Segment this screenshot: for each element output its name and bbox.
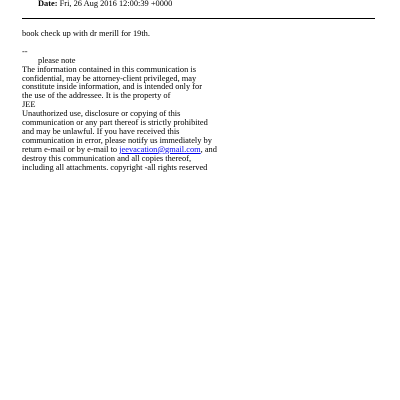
disclaimer-line: constitute inside information, and is intended only for bbox=[22, 82, 203, 92]
disclaimer-line: JEE bbox=[22, 100, 36, 110]
disclaimer-line: destroy this communication and all copies thereof, bbox=[22, 153, 192, 163]
disclaimer-line: and may be unlawful. If you have received this bbox=[22, 126, 180, 136]
return-line-prefix: return e-mail or by e-mail to bbox=[22, 144, 120, 154]
message-line: book check up with dr merill for 19th. bbox=[22, 29, 150, 38]
message-body bbox=[22, 30, 382, 172]
disclaimer-line: communication in error, please notify us immediately by bbox=[22, 135, 212, 145]
date-value: Fri, 26 Aug 2016 12:00:39 +0000 bbox=[59, 0, 173, 8]
signature-note: please note bbox=[38, 55, 76, 65]
disclaimer-line: The information contained in this communication is bbox=[22, 64, 196, 74]
signature-separator: -- bbox=[22, 46, 28, 56]
disclaimer-line: Unauthorized use, disclosure or copying of this bbox=[22, 109, 181, 119]
header-divider bbox=[22, 18, 375, 19]
email-link[interactable]: jeevacation@gmail.com bbox=[119, 144, 201, 154]
disclaimer-line: confidential, may be attorney-client privileged, may bbox=[22, 73, 197, 83]
disclaimer-line: the use of the addressee. It is the property of bbox=[22, 91, 171, 101]
date-label: Date: bbox=[38, 0, 58, 8]
email-date-header bbox=[38, 0, 172, 9]
disclaimer-line: communication or any part thereof is strictly prohibited bbox=[22, 118, 208, 128]
return-line-suffix: , and bbox=[200, 144, 217, 154]
disclaimer-line: including all attachments. copyright -all rights reserved bbox=[22, 162, 208, 172]
blank-line bbox=[22, 39, 382, 48]
